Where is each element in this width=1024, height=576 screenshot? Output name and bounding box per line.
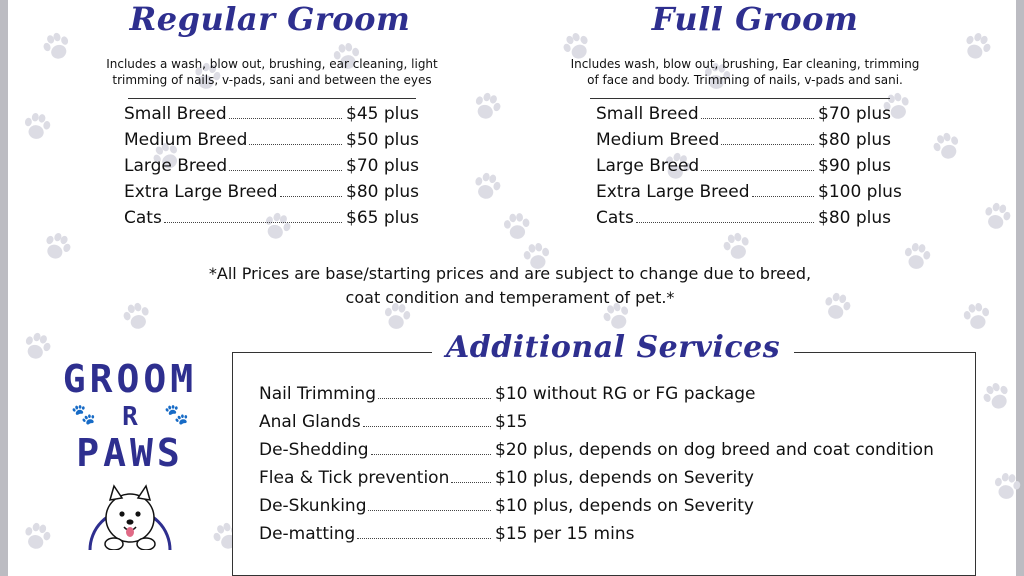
dot-leader xyxy=(721,144,814,145)
groom-r-paws-logo xyxy=(42,358,218,550)
full-item-price: $100 plus xyxy=(818,182,902,202)
additional-item-label: Flea & Tick prevention xyxy=(259,468,450,488)
regular-item-label: Extra Large Breed xyxy=(124,182,278,202)
regular-price-list xyxy=(124,104,422,234)
dot-leader xyxy=(249,144,342,145)
full-row xyxy=(596,130,904,156)
regular-row xyxy=(124,130,422,156)
paw-print-icon xyxy=(466,166,508,208)
dot-leader xyxy=(451,482,491,483)
dot-leader xyxy=(363,426,491,427)
additional-row xyxy=(259,440,959,468)
additional-item-price: $10 plus, depends on Severity xyxy=(495,468,754,488)
additional-item-label: De-Shedding xyxy=(259,440,369,460)
dot-leader xyxy=(357,538,491,539)
paw-print-icon xyxy=(957,297,996,336)
pricing-note xyxy=(120,262,900,310)
dot-leader xyxy=(368,510,491,511)
full-row xyxy=(596,208,904,234)
full-desc-line-1: Includes wash, blow out, brushing, Ear cleaning, trimming xyxy=(570,57,920,71)
full-item-label: Medium Breed xyxy=(596,130,720,150)
full-groom-description xyxy=(560,56,930,88)
additional-row xyxy=(259,468,959,496)
paw-print-icon xyxy=(925,125,969,169)
regular-item-price: $80 plus xyxy=(346,182,419,202)
paw-print-icon xyxy=(499,209,536,246)
regular-row xyxy=(124,182,422,208)
additional-row xyxy=(259,496,959,524)
regular-item-label: Small Breed xyxy=(124,104,227,124)
additional-item-label: De-Skunking xyxy=(259,496,367,516)
full-row xyxy=(596,104,904,130)
full-divider xyxy=(590,98,890,99)
regular-row xyxy=(124,208,422,234)
dot-leader xyxy=(229,118,342,119)
full-row xyxy=(596,182,904,208)
logo-text-groom: GROOM xyxy=(62,357,198,401)
dot-leader xyxy=(229,170,342,171)
paw-print-icon xyxy=(954,24,999,69)
regular-item-price: $70 plus xyxy=(346,156,419,176)
regular-item-label: Large Breed xyxy=(124,156,228,176)
dot-leader xyxy=(371,454,491,455)
full-price-list xyxy=(596,104,904,234)
pricing-note-line-1: *All Prices are base/starting prices and are subject to change due to breed, xyxy=(208,264,812,283)
paw-print-icon xyxy=(897,237,936,276)
full-item-label: Extra Large Breed xyxy=(596,182,750,202)
additional-item-price: $10 plus, depends on Severity xyxy=(495,496,754,516)
additional-item-price: $15 per 15 mins xyxy=(495,524,635,544)
full-item-label: Small Breed xyxy=(596,104,699,124)
dot-leader xyxy=(280,196,343,197)
additional-item-label: De-matting xyxy=(259,524,356,544)
dot-leader xyxy=(752,196,815,197)
paw-print-icon xyxy=(17,107,56,146)
additional-item-label: Nail Trimming xyxy=(259,384,376,404)
paw-print-icon xyxy=(987,467,1024,506)
regular-desc-line-1: Includes a wash, blow out, brushing, ear cleaning, light xyxy=(106,57,438,71)
paw-print-icon xyxy=(35,25,79,69)
full-desc-line-2: of face and body. Trimming of nails, v-pads and sani. xyxy=(587,73,903,87)
regular-item-price: $45 plus xyxy=(346,104,419,124)
additional-services-list xyxy=(259,384,959,552)
full-item-price: $90 plus xyxy=(818,156,891,176)
regular-desc-line-2: trimming of nails, v-pads, sani and between the eyes xyxy=(112,73,432,87)
regular-item-label: Cats xyxy=(124,208,162,228)
paw-print-icon xyxy=(974,374,1019,419)
dot-leader xyxy=(636,222,814,223)
full-item-price: $80 plus xyxy=(818,130,891,150)
dot-leader xyxy=(164,222,342,223)
dot-leader xyxy=(701,118,814,119)
dot-leader xyxy=(701,170,814,171)
paw-icon: 🐾 xyxy=(164,402,189,426)
paw-icon: 🐾 xyxy=(71,402,96,426)
regular-divider xyxy=(128,98,416,99)
full-item-label: Large Breed xyxy=(596,156,700,176)
paw-print-icon xyxy=(465,85,509,129)
full-item-price: $80 plus xyxy=(818,208,891,228)
logo-text-r: R xyxy=(122,402,138,432)
additional-item-price: $15 xyxy=(495,412,528,432)
dot-leader xyxy=(378,398,491,399)
regular-groom-description xyxy=(92,56,452,88)
left-frame-border xyxy=(0,0,8,576)
regular-item-price: $50 plus xyxy=(346,130,419,150)
additional-row xyxy=(259,524,959,552)
regular-groom-title: Regular Groom xyxy=(129,0,411,38)
samoyed-dog-icon xyxy=(84,478,176,550)
regular-item-price: $65 plus xyxy=(346,208,419,228)
regular-item-label: Medium Breed xyxy=(124,130,248,150)
additional-item-price: $20 plus, depends on dog breed and coat condition xyxy=(495,440,934,460)
additional-item-label: Anal Glands xyxy=(259,412,361,432)
additional-services-title: Additional Services xyxy=(432,330,794,365)
pricing-note-line-2: coat condition and temperament of pet.* xyxy=(345,288,675,307)
full-item-label: Cats xyxy=(596,208,634,228)
full-groom-title: Full Groom xyxy=(651,0,859,38)
logo-text-paws: PAWS xyxy=(76,431,184,475)
additional-item-price: $10 without RG or FG package xyxy=(495,384,756,404)
regular-row xyxy=(124,104,422,130)
additional-row xyxy=(259,384,959,412)
full-row xyxy=(596,156,904,182)
regular-row xyxy=(124,156,422,182)
paw-print-icon xyxy=(976,196,1018,238)
paw-print-icon xyxy=(34,224,79,269)
full-item-price: $70 plus xyxy=(818,104,891,124)
additional-row xyxy=(259,412,959,440)
